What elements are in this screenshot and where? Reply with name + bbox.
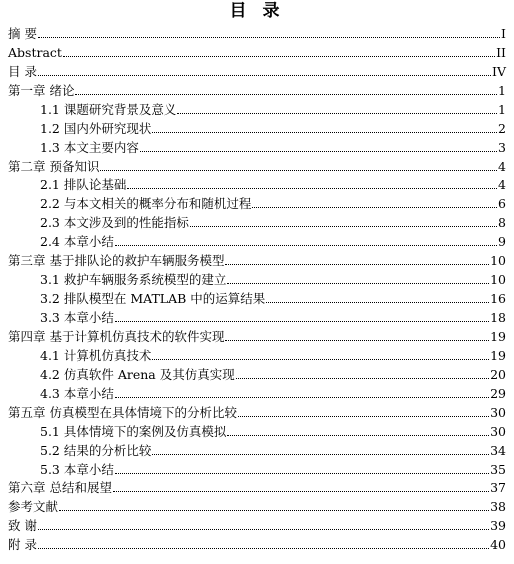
toc-entry-label: 5.3 本章小结 <box>40 461 114 477</box>
toc-entry-label: 1.2 国内外研究现状 <box>40 120 152 136</box>
toc-section-entry[interactable] <box>8 211 506 230</box>
toc-dot-leader <box>252 207 497 208</box>
toc-chapter-entry[interactable] <box>8 155 506 174</box>
toc-chapter-entry[interactable] <box>8 41 506 60</box>
toc-entry-label: 4.3 本章小结 <box>40 385 114 401</box>
toc-dot-leader <box>225 264 489 265</box>
toc-entry-label: 5.2 结果的分析比较 <box>40 442 152 458</box>
toc-title: 目 录 <box>229 1 285 21</box>
toc-section-entry[interactable] <box>8 363 506 382</box>
toc-entry-page-number: 4 <box>498 177 506 193</box>
toc-dot-leader <box>227 435 489 436</box>
toc-entry-page-number: 35 <box>490 461 506 477</box>
toc-entry-page-number: 20 <box>490 366 506 382</box>
toc-chapter-entry[interactable] <box>8 477 506 496</box>
toc-entry-page-number: 3 <box>498 139 506 155</box>
toc-entry-page-number: 38 <box>490 499 506 515</box>
toc-dot-leader <box>38 75 491 76</box>
toc-chapter-entry[interactable] <box>8 249 506 268</box>
toc-entry-page-number: 1 <box>498 82 506 98</box>
toc-dot-leader <box>152 359 489 360</box>
toc-dot-leader <box>115 473 489 474</box>
toc-entry-page-number: 10 <box>490 253 506 269</box>
toc-dot-leader <box>227 283 489 284</box>
toc-entry-page-number: 6 <box>498 196 506 212</box>
toc-entry-page-number: 18 <box>490 310 506 325</box>
toc-entry-page-number: 4 <box>498 158 506 174</box>
toc-entry-label: 2.3 本文涉及到的性能指标 <box>40 215 189 231</box>
toc-entry-page-number: 40 <box>490 537 506 553</box>
toc-entry-label: 第六章 总结和展望 <box>8 480 112 496</box>
toc-list <box>8 22 506 552</box>
toc-dot-leader <box>115 321 489 322</box>
toc-chapter-entry[interactable] <box>8 495 506 514</box>
toc-entry-page-number: 1 <box>498 101 506 117</box>
toc-dot-leader <box>59 510 489 511</box>
toc-entry-label: 3.1 救护车辆服务系统模型的建立 <box>40 272 227 288</box>
toc-dot-leader <box>75 94 497 95</box>
toc-dot-leader <box>100 170 497 171</box>
toc-chapter-entry[interactable] <box>8 514 506 533</box>
toc-section-entry[interactable] <box>8 230 506 249</box>
toc-entry-page-number: 30 <box>490 404 506 420</box>
toc-dot-leader <box>236 378 489 379</box>
toc-dot-leader <box>140 151 497 152</box>
toc-entry-page-number: 10 <box>490 272 506 288</box>
toc-section-entry[interactable] <box>8 98 506 117</box>
toc-dot-leader <box>225 340 489 341</box>
toc-dot-leader <box>115 245 497 246</box>
toc-chapter-entry[interactable] <box>8 401 506 420</box>
toc-entry-label: Abstract <box>8 44 62 60</box>
toc-entry-page-number: IV <box>492 63 506 79</box>
toc-entry-label: 2.1 排队论基础 <box>40 177 127 193</box>
toc-entry-label: 第四章 基于计算机仿真技术的软件实现 <box>8 328 225 344</box>
toc-entry-page-number: 16 <box>490 291 506 307</box>
toc-section-entry[interactable] <box>8 136 506 155</box>
toc-entry-label: 第一章 绪论 <box>8 82 75 98</box>
toc-dot-leader <box>38 548 489 549</box>
toc-section-entry[interactable] <box>8 458 506 477</box>
toc-entry-label: 摘 要 <box>8 25 37 41</box>
toc-entry-page-number: I <box>501 25 506 41</box>
toc-dot-leader <box>190 226 497 227</box>
toc-entry-label: 1.1 课题研究背景及意义 <box>40 101 177 117</box>
toc-entry-label: 5.1 具体情境下的案例及仿真模拟 <box>40 423 227 439</box>
toc-dot-leader <box>38 37 500 38</box>
toc-chapter-entry[interactable] <box>8 22 506 41</box>
toc-entry-page-number: 34 <box>490 442 506 458</box>
toc-entry-label: 2.4 本章小结 <box>40 234 114 250</box>
toc-entry-page-number: 19 <box>490 347 506 363</box>
toc-entry-page-number: 29 <box>490 385 506 401</box>
toc-entry-page-number: 9 <box>498 234 506 250</box>
toc-entry-label: 3.2 排队模型在 MATLAB 中的运算结果 <box>40 291 266 307</box>
toc-entry-label: 2.2 与本文相关的概率分布和随机过程 <box>40 196 252 212</box>
toc-entry-label: 第二章 预备知识 <box>8 158 100 174</box>
toc-entry-page-number: 2 <box>498 120 506 136</box>
toc-dot-leader <box>115 397 489 398</box>
toc-entry-label: 第五章 仿真模型在具体情境下的分析比较 <box>8 404 237 420</box>
toc-dot-leader <box>177 113 497 114</box>
toc-entry-page-number: 30 <box>490 423 506 439</box>
toc-section-entry[interactable] <box>8 344 506 363</box>
toc-chapter-entry[interactable] <box>8 533 506 552</box>
toc-dot-leader <box>63 56 495 57</box>
toc-section-entry[interactable] <box>8 439 506 458</box>
toc-section-entry[interactable] <box>8 174 506 193</box>
toc-entry-page-number: 8 <box>498 215 506 231</box>
toc-entry-label: 参考文献 <box>8 499 59 515</box>
toc-dot-leader <box>113 491 489 492</box>
toc-section-entry[interactable] <box>8 117 506 136</box>
toc-entry-page-number: 39 <box>490 518 506 534</box>
toc-entry-page-number: 19 <box>490 328 506 344</box>
toc-dot-leader <box>38 529 489 530</box>
toc-entry-page-number: 37 <box>490 480 506 496</box>
toc-section-entry[interactable] <box>8 287 506 306</box>
toc-section-entry[interactable] <box>8 382 506 401</box>
toc-entry-label: 第三章 基于排队论的救护车辆服务模型 <box>8 253 225 269</box>
toc-chapter-entry[interactable] <box>8 79 506 98</box>
toc-entry-label: 致 谢 <box>8 518 37 534</box>
toc-section-entry[interactable] <box>8 306 506 325</box>
toc-dot-leader <box>266 302 489 303</box>
toc-entry-label: 目 录 <box>8 63 37 79</box>
toc-section-entry[interactable] <box>8 420 506 439</box>
toc-entry-label: 1.3 本文主要内容 <box>40 139 139 155</box>
toc-chapter-entry[interactable] <box>8 325 506 344</box>
toc-section-entry[interactable] <box>8 268 506 287</box>
toc-chapter-entry[interactable] <box>8 60 506 79</box>
toc-entry-label: 附 录 <box>8 537 37 553</box>
toc-section-entry[interactable] <box>8 192 506 211</box>
toc-entry-label: 4.1 计算机仿真技术 <box>40 347 152 363</box>
toc-dot-leader <box>127 188 497 189</box>
toc-dot-leader <box>152 454 489 455</box>
toc-entry-page-number: II <box>496 44 506 60</box>
toc-dot-leader <box>238 416 489 417</box>
toc-entry-label: 4.2 仿真软件 Arena 及其仿真实现 <box>40 366 235 382</box>
toc-dot-leader <box>152 132 497 133</box>
toc-entry-label: 3.3 本章小结 <box>40 310 114 325</box>
